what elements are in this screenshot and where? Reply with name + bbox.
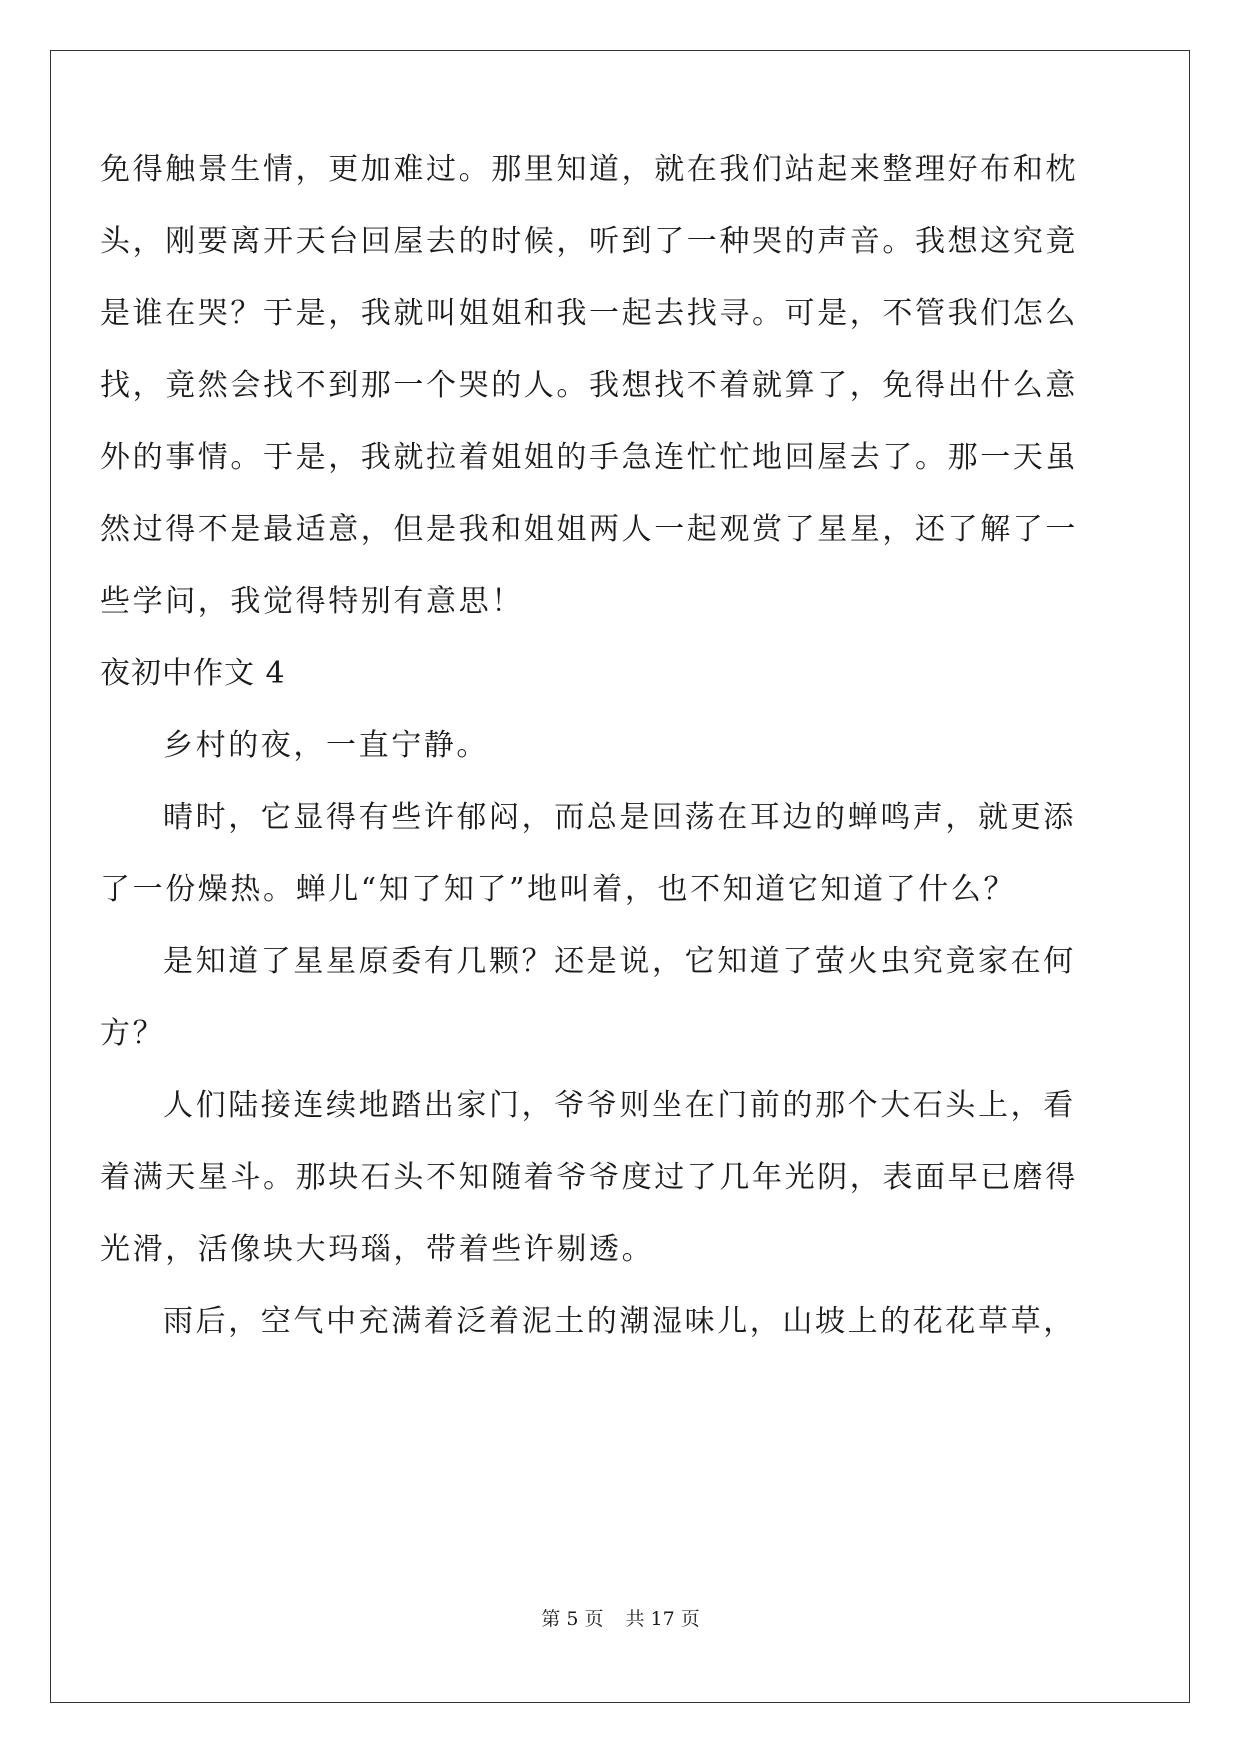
paragraph-line: 雨后，空气中充满着泛着泥土的潮湿味儿，山坡上的花花草草， bbox=[163, 1304, 1076, 1339]
page-total: 共 17 页 bbox=[625, 1608, 700, 1630]
section-heading: 夜初中作文 4 bbox=[100, 656, 286, 691]
paragraph-line: 免得触景生情，更加难过。那里知道，就在我们站起来整理好布和枕 bbox=[100, 152, 1078, 187]
paragraph-line: 外的事情。于是，我就拉着姐姐的手急连忙忙地回屋去了。那一天虽 bbox=[100, 440, 1078, 475]
paragraph-line: 乡村的夜，一直宁静。 bbox=[163, 728, 489, 763]
paragraph-line: 是谁在哭？于是，我就叫姐姐和我一起去找寻。可是，不管我们怎么 bbox=[100, 296, 1078, 331]
paragraph-line: 些学问，我觉得特别有意思！ bbox=[100, 584, 524, 619]
paragraph-line: 晴时，它显得有些许郁闷，而总是回荡在耳边的蝉鸣声，就更添 bbox=[163, 800, 1076, 835]
paragraph-line: 人们陆接连续地踏出家门，爷爷则坐在门前的那个大石头上，看 bbox=[163, 1088, 1076, 1123]
paragraph-line: 着满天星斗。那块石头不知随着爷爷度过了几年光阴，表面早已磨得 bbox=[100, 1160, 1078, 1195]
paragraph-line: 找，竟然会找不到那一个哭的人。我想找不着就算了，免得出什么意 bbox=[100, 368, 1078, 403]
paragraph-line: 头，刚要离开天台回屋去的时候，听到了一种哭的声音。我想这究竟 bbox=[100, 224, 1078, 259]
paragraph-line: 光滑，活像块大玛瑙，带着些许剔透。 bbox=[100, 1232, 655, 1267]
paragraph-line: 方？ bbox=[100, 1016, 166, 1051]
page-number: 第 5 页 bbox=[541, 1608, 604, 1630]
paragraph-line: 然过得不是最适意，但是我和姐姐两人一起观赏了星星，还了解了一 bbox=[100, 512, 1078, 547]
paragraph-line: 了一份燥热。蝉儿“知了知了”地叫着，也不知道它知道了什么？ bbox=[100, 872, 1017, 907]
page-footer bbox=[0, 1607, 1241, 1631]
paragraph-line: 是知道了星星原委有几颗？还是说，它知道了萤火虫究竟家在何 bbox=[163, 944, 1076, 979]
